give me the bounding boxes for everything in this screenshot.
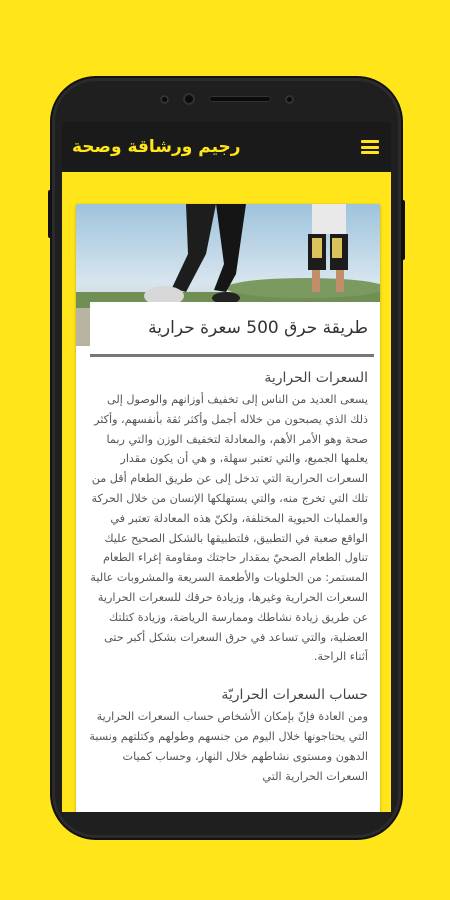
section-text: يسعى العديد من الناس إلى تخفيف أوزانهم والوصول إلى ذلك الذي يصبحون من خلاله أجمل وأكثر ثقة بأنفسهم، وأكثر صحة وهو الأمر الأهم، والمعادلة لتخفيف الوزن والتي ربما يعلمها الجميع، والتي تعتبر سهلة، و هي أن يكون مقدار السعرات الحرارية التي تدخل إلى عن طريق الطعام أقل من تلك التي تخرج منه، والتي يستهلكها الإنسان من خلال الحركة والعمليات الحيوية المختلفة، ولكنّ هذه المعادلة تعتبر في الواقع صعبة في التطبيق، فلتطبيقها بالشكل الصحيح عليك تناول الطعام الصحيّ بمقدار حاجتك ومقاومة إغراء الطعام المستمر: من الحلويات والأطعمة السريعة والمشروبات عالية السعرات الحرارية وغيرها، وزيادة حرقك للسعرات الحرارية عن طريق زيادة نشاطك وممارسة الرياضة، وزيادة كتلتك العضلية، والتي تساعد في حرق السعرات بشكل أكبر حتى أثناء الراحة. [90, 393, 368, 664]
article-title: طريقة حرق 500 سعرة حرارية [148, 318, 368, 338]
section-text: ومن العادة فإنّ بإمكان الأشخاص حساب السعرات الحرارية التي يحتاجونها خلال اليوم من جنسهم وطولهم وكتلتهم ونسبة الدهون ومستوى نشاطهم خلال النهار، وحساب كميات السعرات الحرارية التي [89, 710, 368, 783]
app-bar [62, 122, 391, 172]
speaker-grille [209, 96, 271, 102]
app-title: رجيم ورشاقة وصحة [72, 137, 241, 157]
app-screen [62, 122, 391, 812]
article-body [76, 370, 380, 786]
phone-top-bezel [52, 78, 401, 120]
section-heading: السعرات الحرارية [264, 370, 368, 386]
article-title-box [90, 302, 380, 354]
sensor-icon [285, 95, 294, 104]
camera-icon [183, 93, 195, 105]
power-button [401, 200, 405, 260]
hamburger-menu-icon[interactable] [361, 140, 379, 154]
sensor-icon [160, 95, 169, 104]
phone-frame [52, 78, 401, 838]
article-card [76, 204, 380, 812]
section-heading: حساب السعرات الحراريّة [221, 687, 368, 704]
title-divider [90, 354, 374, 357]
